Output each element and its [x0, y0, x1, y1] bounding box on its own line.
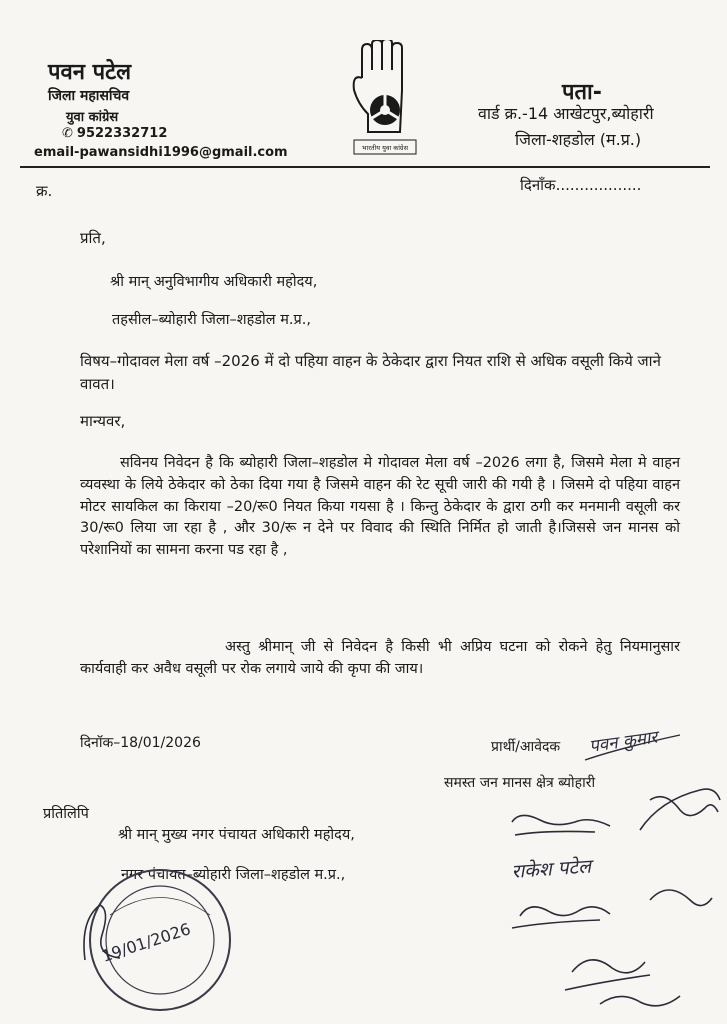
- sender-organization: युवा कांग्रेस: [66, 110, 119, 125]
- body-paragraph-2-text: अस्तु श्रीमान् जी से निवेदन है किसी भी अप्रिय घटना को रोकने हेतु नियमानुसार कार्यवाही कर अवैध वसूली पर रोक लगाये जाये की कृपा की जाय।: [80, 639, 680, 678]
- supporter-signatures: [512, 789, 720, 1006]
- copy-label: प्रतिलिपि: [43, 806, 89, 822]
- address-line-2: जिला-शहडोल (म.प्र.): [515, 130, 642, 149]
- supporter-signature-rakesh: राकेश पटेल: [510, 855, 592, 883]
- sender-name: पवन पटेल: [48, 60, 132, 85]
- community-line: समस्त जन मानस क्षेत्र ब्योहारी: [444, 775, 596, 791]
- address-line-1: वार्ड क्र.-14 आखेटपुर,ब्योहारी: [478, 104, 654, 123]
- received-stamp: [84, 870, 230, 1010]
- copy-recipient-address: नगर पंचायत–ब्योहारी जिला–शहडोल म.प्र.,: [121, 867, 346, 883]
- copy-recipient-title: श्री मान् मुख्य नगर पंचायत अधिकारी महोदय,: [118, 827, 355, 843]
- sender-email: email-pawansidhi1996@gmail.com: [34, 145, 288, 160]
- salutation: मान्यवर,: [80, 412, 126, 430]
- sender-role: जिला महासचिव: [48, 88, 130, 104]
- body-paragraph-1-text: सविनय निवेदन है कि ब्योहारी जिला–शहडोल मे गोदावल मेला वर्ष –2026 लगा है, जिसमे मेला मे वाहन व्यवस्था के लिये ठेकेदार को ठेका दिया गया है जिसमे वाहन की रेट सूची जारी की गयी है । जिसमे दो पहिया वाहन मोटर सायकिल का किराया –20/रू0 नियत किया गयसा है । किन्तु ठेकेदार के द्वारा ठगी कर मनमानी वसूली कर 30/रू0 लिया जा रहा है , और 30/रू न देने पर विवाद की स्थिति निर्मित हो जाती है।जिससे जन मानस को परेशानियों का सामना करना पड रहा है ,: [80, 455, 680, 558]
- stamp-date: 19/01/2026: [99, 919, 193, 966]
- address-label: पता-: [562, 80, 602, 105]
- recipient-address: तहसील–ब्योहारी जिला–शहडोल म.प्र.,: [112, 312, 311, 328]
- logo-caption: भारतीय युवा कांग्रेस: [361, 144, 409, 152]
- reference-number: क्र.: [36, 182, 53, 200]
- applicant-signature-text: पवन कुमार: [587, 727, 659, 757]
- applicant-label: प्रार्थी/आवेदक: [491, 739, 561, 755]
- letter-date: दिनॉक–18/01/2026: [80, 735, 201, 751]
- reference-date: दिनाँक..................: [520, 176, 642, 194]
- recipient-title: श्री मान् अनुविभागीय अधिकारी महोदय,: [110, 274, 318, 290]
- phone-icon: ✆: [62, 126, 73, 141]
- phone-number: 9522332712: [76, 126, 168, 141]
- subject-line: विषय–गोदावल मेला वर्ष –2026 में दो पहिया वाहन के ठेकेदार द्वारा नियत राशि से अधिक वसूली किये जाने वावत।: [80, 352, 661, 394]
- to-label: प्रति,: [80, 229, 106, 247]
- applicant-signature: [585, 727, 680, 760]
